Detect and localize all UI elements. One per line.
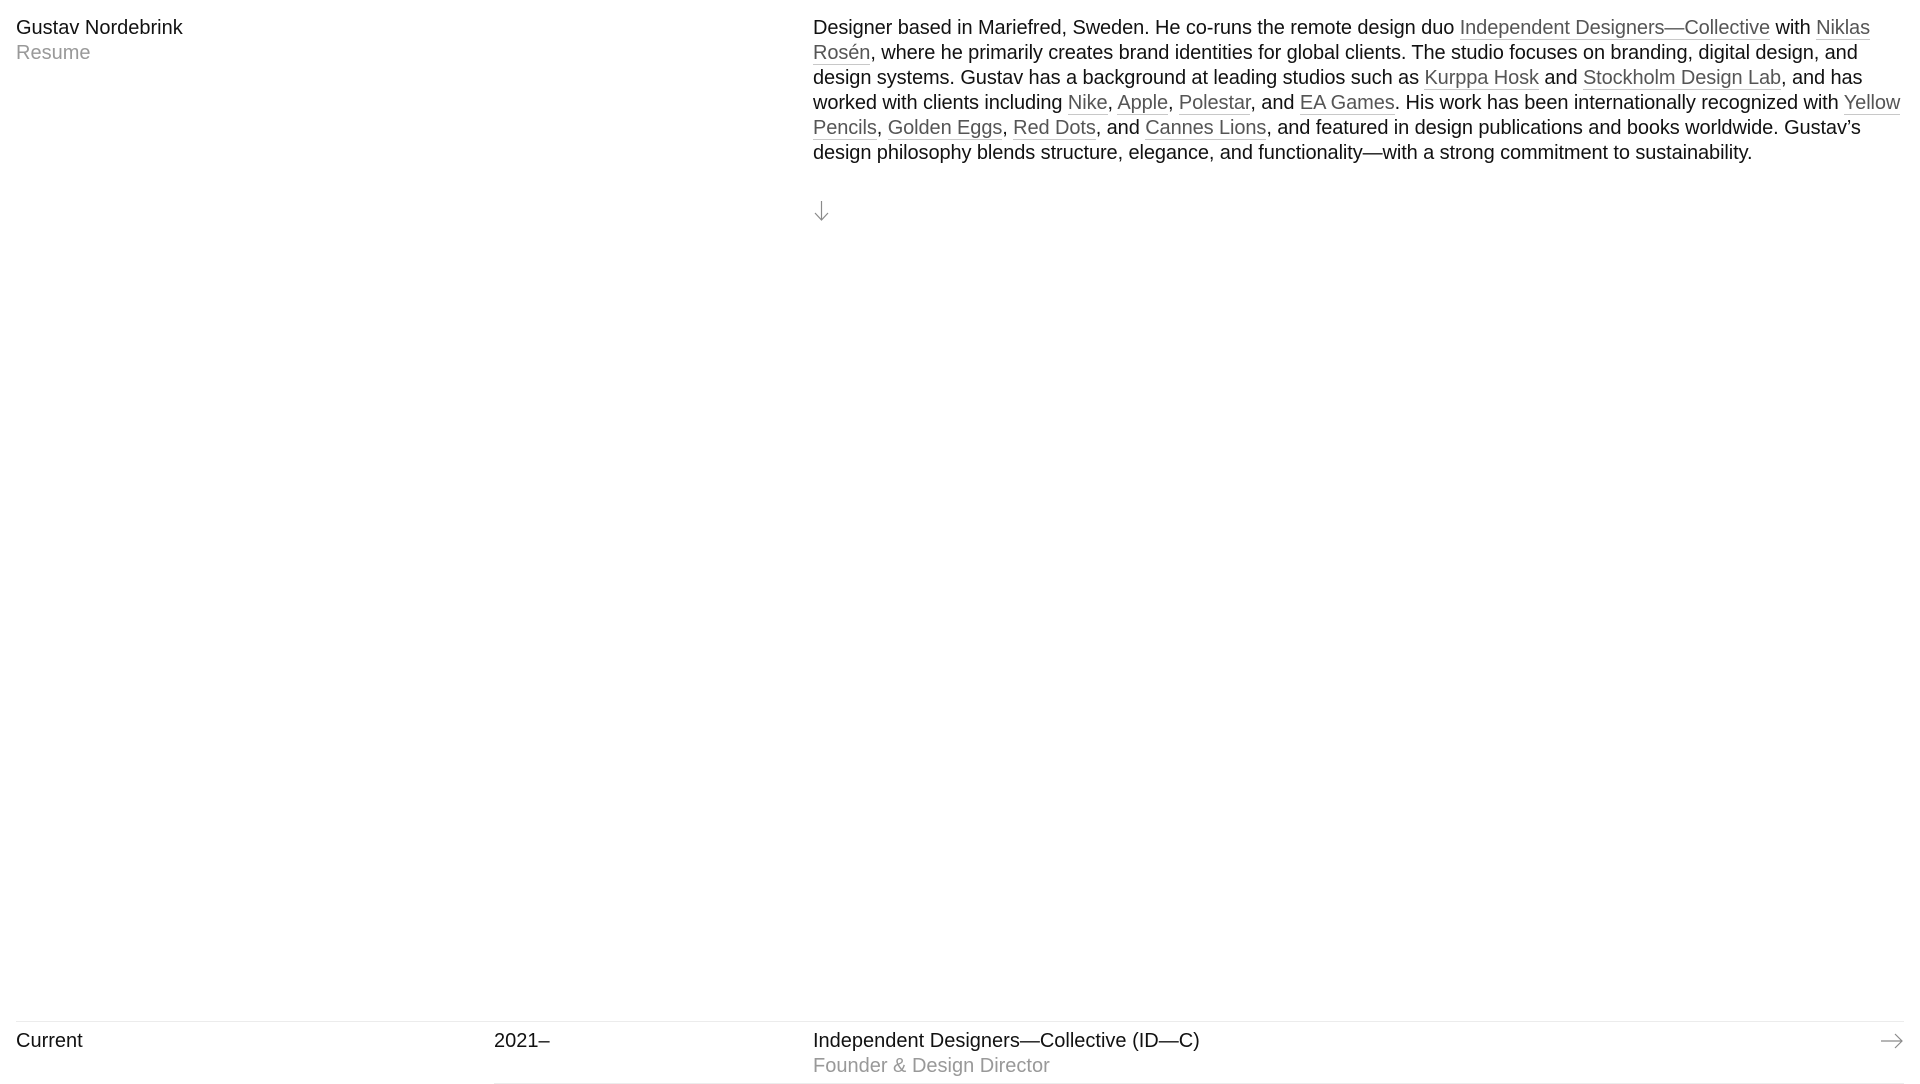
bio-text: , and <box>1250 92 1300 114</box>
experience-section-current <box>16 1021 1904 1077</box>
bio-text: Designer based in Mariefred, Sweden. He co-runs the remote design duo <box>813 17 1460 39</box>
bio-text: , and <box>1095 117 1146 139</box>
entry-title: Independent Designers—Collective (ID—C) <box>813 1030 1200 1052</box>
bio-text: with <box>1770 17 1817 39</box>
entry-body <box>813 1029 1200 1079</box>
person-name[interactable]: Gustav Nordebrink <box>16 17 183 39</box>
entry-role: Founder & Design Director <box>813 1055 1050 1077</box>
bio-text: , <box>1168 92 1179 114</box>
arrow-down-icon[interactable] <box>813 199 833 223</box>
entry-years: 2021– <box>494 1030 550 1052</box>
bio-text: , <box>1002 117 1014 139</box>
page-subtitle: Resume <box>16 42 91 64</box>
experience-entry[interactable] <box>494 1022 1904 1084</box>
bio-paragraph <box>813 16 1908 166</box>
bio-link-red-dots[interactable]: Red Dots <box>1013 117 1096 139</box>
bio-link-cannes-lions[interactable]: Cannes Lions <box>1145 117 1267 139</box>
bio-text: . His work has been internationally recognized with <box>1394 92 1844 114</box>
bio-link-ea-games[interactable]: EA Games <box>1299 92 1395 114</box>
bio-text: , and has worked with clients including <box>813 67 1863 114</box>
bio-text: , where he primarily creates brand identities for global clients. The studio focuses on branding, digital design, and design systems. Gustav has a background at leading studios such as <box>813 42 1858 89</box>
bio-link-golden-eggs[interactable]: Golden Eggs <box>887 117 1003 139</box>
bio-text: , and featured in design publications and books worldwide. Gustav’s design philosophy blends structure, elegance, and functionality—with a strong commitment to sustainability. <box>813 117 1861 164</box>
bio-link-independent-designers-collective[interactable]: Independent Designers—Collective <box>1459 17 1771 39</box>
bio-link-kurppa-hosk[interactable]: Kurppa Hosk <box>1424 67 1539 89</box>
bio-text: , <box>1107 92 1118 114</box>
arrow-right-icon[interactable] <box>1880 1032 1904 1050</box>
bio-link-niklas-ros-n[interactable]: Niklas Rosén <box>813 17 1870 64</box>
site-header <box>16 16 183 66</box>
bio-link-nike[interactable]: Nike <box>1067 92 1108 114</box>
bio-text: and <box>1538 67 1583 89</box>
section-label: Current <box>16 1030 83 1052</box>
bio-text: , <box>876 117 888 139</box>
bio-link-yellow-pencils[interactable]: Yellow Pencils <box>813 92 1901 139</box>
bio-link-polestar[interactable]: Polestar <box>1178 92 1251 114</box>
bio-link-stockholm-design-lab[interactable]: Stockholm Design Lab <box>1582 67 1782 89</box>
bio-link-apple[interactable]: Apple <box>1117 92 1168 114</box>
